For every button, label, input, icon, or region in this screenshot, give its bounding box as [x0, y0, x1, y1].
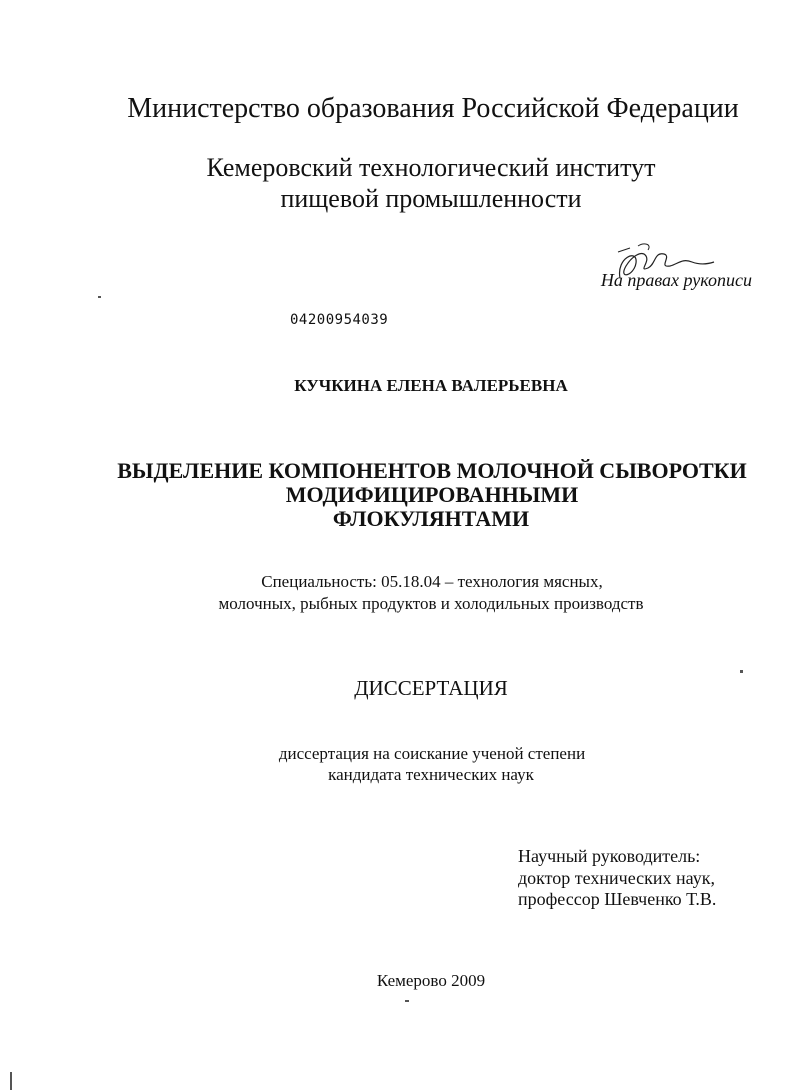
- registry-code: 04200954039: [290, 312, 389, 328]
- supervisor-label: Научный руководитель:: [518, 846, 701, 866]
- scan-speck: [405, 1000, 409, 1002]
- signature-icon: [608, 238, 718, 298]
- supervisor-degree: доктор технических наук,: [518, 868, 715, 888]
- scan-speck: [98, 296, 101, 298]
- institute-name-line1: Кемеровский технологический институт: [206, 153, 656, 182]
- thesis-title-line3: ФЛОКУЛЯНТАМИ: [332, 506, 530, 531]
- thesis-title-line1: ВЫДЕЛЕНИЕ КОМПОНЕНТОВ МОЛОЧНОЙ СЫВОРОТКИ: [117, 458, 747, 483]
- degree-line1: диссертация на соискание ученой степени: [278, 744, 586, 763]
- thesis-title-line2: МОДИФИЦИРОВАННЫМИ: [285, 482, 579, 507]
- document-type: ДИССЕРТАЦИЯ: [354, 676, 508, 700]
- specialty-line1: Специальность: 05.18.04 – технология мясных,: [261, 572, 603, 591]
- place-year: Кемерово 2009: [376, 971, 486, 990]
- degree-line2: кандидата технических наук: [328, 765, 534, 784]
- institute-name-line2: пищевой промышленности: [280, 184, 582, 213]
- specialty-line2: молочных, рыбных продуктов и холодильных производств: [218, 594, 644, 613]
- scan-speck: [10, 1072, 12, 1090]
- rights-note: На правах рукописи: [600, 270, 752, 290]
- scan-speck: [740, 670, 743, 673]
- ministry-heading: Министерство образования Российской Федерации: [127, 93, 739, 124]
- author-name: КУЧКИНА ЕЛЕНА ВАЛЕРЬЕВНА: [294, 376, 568, 395]
- supervisor-name: профессор Шевченко Т.В.: [518, 889, 717, 909]
